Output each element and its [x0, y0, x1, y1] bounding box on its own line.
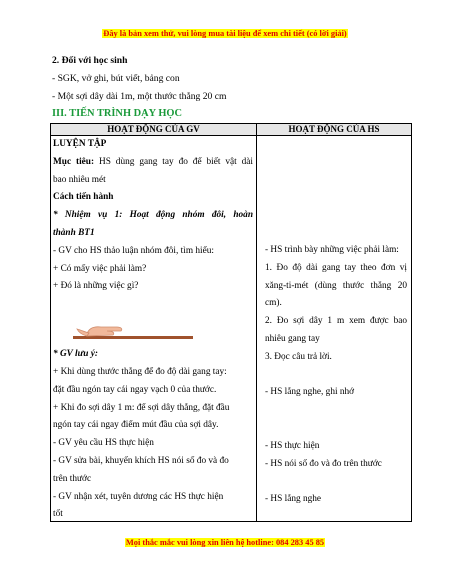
header-student: HOẠT ĐỘNG CỦA HS — [257, 124, 411, 135]
student-line: - HS nói số đo và đo trên thước — [265, 458, 382, 469]
teacher-line: - GV nhận xét, tuyên dương các HS thực hiện — [53, 491, 224, 502]
spacer — [265, 402, 407, 438]
section2-item: - Một sợi dây dài 1m, một thước thẳng 20 cm — [52, 91, 227, 102]
student-line: 2. Đo sợi dây 1 m xem được bao — [265, 316, 407, 327]
task-heading: * Nhiệm vụ 1: Hoạt động nhóm đôi, hoàn — [53, 210, 253, 221]
teacher-line: + Có mấy việc phải làm? — [53, 263, 147, 274]
student-line: nhiêu gang tay — [265, 333, 320, 344]
teacher-line: tốt — [53, 509, 63, 520]
teacher-line: + Khi đo sợi dây 1 m: để sợi dây thẳng, đặt đầu — [53, 402, 230, 413]
objective-text: HS dùng gang tay đo để biết vật dài — [94, 156, 254, 167]
task-heading-2: thành BT1 — [53, 227, 95, 238]
preview-banner-text: Đây là bản xem thử, vui lòng mua tài liệu để xem chi tiết (có lời giải) — [103, 29, 347, 38]
spacer — [265, 367, 407, 385]
hotline-banner-text: Mọi thắc mắc vui lòng xin liên hệ hotline: 084 283 45 85 — [125, 538, 325, 547]
objective-line-2: bao nhiêu mét — [53, 174, 106, 185]
section3-title: III. TIẾN TRÌNH DẠY HỌC — [52, 108, 183, 119]
hand-measuring-icon — [73, 323, 193, 347]
objective-line — [53, 154, 253, 172]
teacher-line: - GV sửa bài, khuyến khích HS nói số đo và đo — [53, 455, 229, 466]
section2-title: 2. Đối với học sinh — [52, 55, 128, 66]
teacher-note-heading: * GV lưu ý: — [53, 349, 98, 360]
teacher-line: - GV cho HS thảo luận nhóm đôi, tìm hiểu: — [53, 245, 214, 256]
thumb-shape — [77, 329, 89, 336]
column-divider — [256, 124, 257, 521]
objective-label: Mục tiêu: — [53, 156, 95, 167]
spacer — [265, 473, 407, 491]
student-column — [265, 242, 407, 509]
preview-banner — [0, 29, 450, 38]
student-line: cm). — [265, 298, 282, 309]
hotline-banner — [0, 538, 450, 547]
teacher-line: + Khi dùng thước thẳng để đo độ dài gang tay: — [53, 366, 227, 377]
teacher-line: trên thước — [53, 473, 92, 484]
student-line: - HS thực hiện — [265, 440, 320, 451]
teacher-line: - GV yêu cầu HS thực hiện — [53, 438, 154, 449]
student-line: 3. Đọc câu trả lời. — [265, 351, 332, 362]
teacher-line: đặt đầu ngón tay cái ngay vạch 0 của thước. — [53, 384, 217, 395]
student-line: - HS lắng nghe, ghi nhớ — [265, 387, 355, 398]
teacher-line: ngón tay cái ngay điểm mút đầu của sợi dây. — [53, 420, 219, 431]
student-line: - HS trình bày những việc phải làm: — [265, 245, 399, 255]
ruler-line — [73, 336, 193, 339]
student-line: xăng-ti-mét (dùng thước thẳng 20 — [265, 280, 407, 291]
teacher-line: + Đó là những việc gì? — [53, 281, 139, 292]
procedure-heading: Cách tiến hành — [53, 192, 114, 203]
practice-heading: LUYỆN TẬP — [53, 139, 107, 149]
student-line: - HS lắng nghe — [265, 494, 322, 505]
hand-shape — [87, 327, 122, 336]
section2-item: - SGK, vở ghi, bút viết, bảng con — [52, 73, 180, 84]
header-teacher: HOẠT ĐỘNG CỦA GV — [51, 124, 256, 135]
student-line: 1. Đo độ dài gang tay theo đơn vị — [265, 262, 407, 273]
